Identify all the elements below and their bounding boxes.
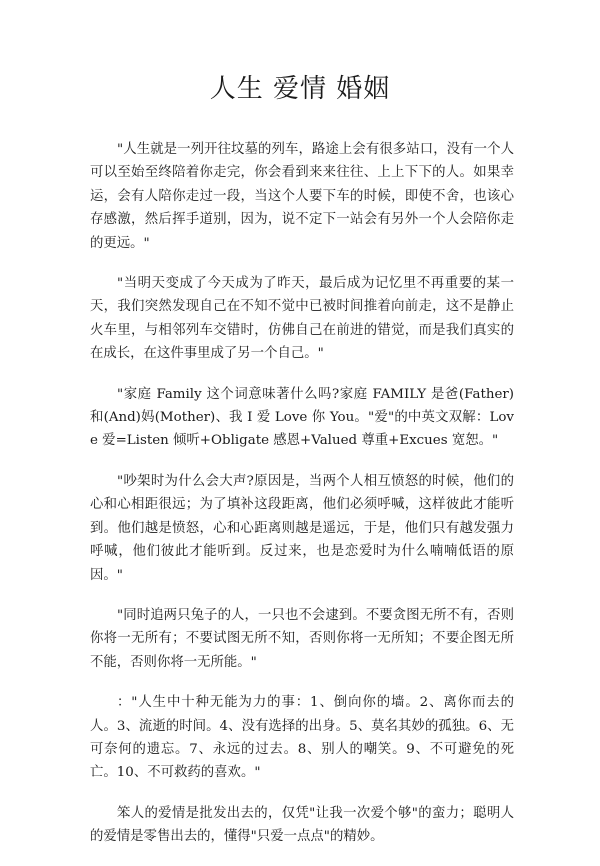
page-title: 人生 爱情 婚姻 bbox=[209, 74, 391, 104]
paragraph-two-rabbits: "同时追两只兔子的人，一只也不会逮到。不要贪图无所不有，否则你将一无所有；不要试图无所不知，否则你将一无所知；不要企图无所不能，否则你将一无所能。" bbox=[90, 607, 514, 670]
paragraph-wholesale-retail-love: 笨人的爱情是批发出去的，仅凭"让我一次爱个够"的蛮力；聪明人的爱情是零售出去的，懂得"只爱一点点"的精妙。 bbox=[90, 805, 514, 845]
paragraph-why-shout: "吵架时为什么会大声?原因是，当两个人相互愤怒的时候，他们的心和心相距很远；为了填补这段距离，他们必须呼喊，这样彼此才能听到。他们越是愤怒，心和心距离则越是遥远，于是，他们只有越发强力呼喊，他们彼此才能听到。反过来，也是恋爱时为什么喃喃低语的原因。" bbox=[90, 473, 514, 583]
paragraph-tomorrow-today-yesterday: "当明天变成了今天成为了昨天，最后成为记忆里不再重要的某一天，我们突然发现自己在不知不觉中已被时间推着向前走，这不是静止火车里，与相邻列车交错时，仿佛自己在前进的错觉，而是我们真实的在成长，在这件事里成了另一个自己。" bbox=[90, 276, 514, 362]
paragraph-ten-helpless-things: ："人生中十种无能为力的事：1、倒向你的墙。2、离你而去的人。3、流逝的时间。4、没有选择的出身。5、莫名其妙的孤独。6、无可奈何的遗忘。7、永远的过去。8、别人的嘲笑。9、不可避免的死亡。10、不可救药的喜欢。" bbox=[90, 695, 514, 781]
paragraph-train-of-life: "人生就是一列开往坟墓的列车，路途上会有很多站口，没有一个人可以至始至终陪着你走完，你会看到来来往往、上上下下的人。如果幸运，会有人陪你走过一段，当这个人要下车的时候，即使不舍，也该心存感激，然后挥手道别，因为，说不定下一站会有另外一个人会陪你走的更远。" bbox=[90, 142, 514, 251]
document-body bbox=[90, 138, 514, 866]
paragraph-family-meaning: "家庭 Family 这个词意味著什么吗?家庭 FAMILY 是爸(Father)和(And)妈(Mother)、我 I 爱 Love 你 You。"爱"的中英文双解：Love 爱=Listen 倾听+Obligate 感恩+Valued 尊重+Excues 宽恕。" bbox=[90, 386, 514, 449]
